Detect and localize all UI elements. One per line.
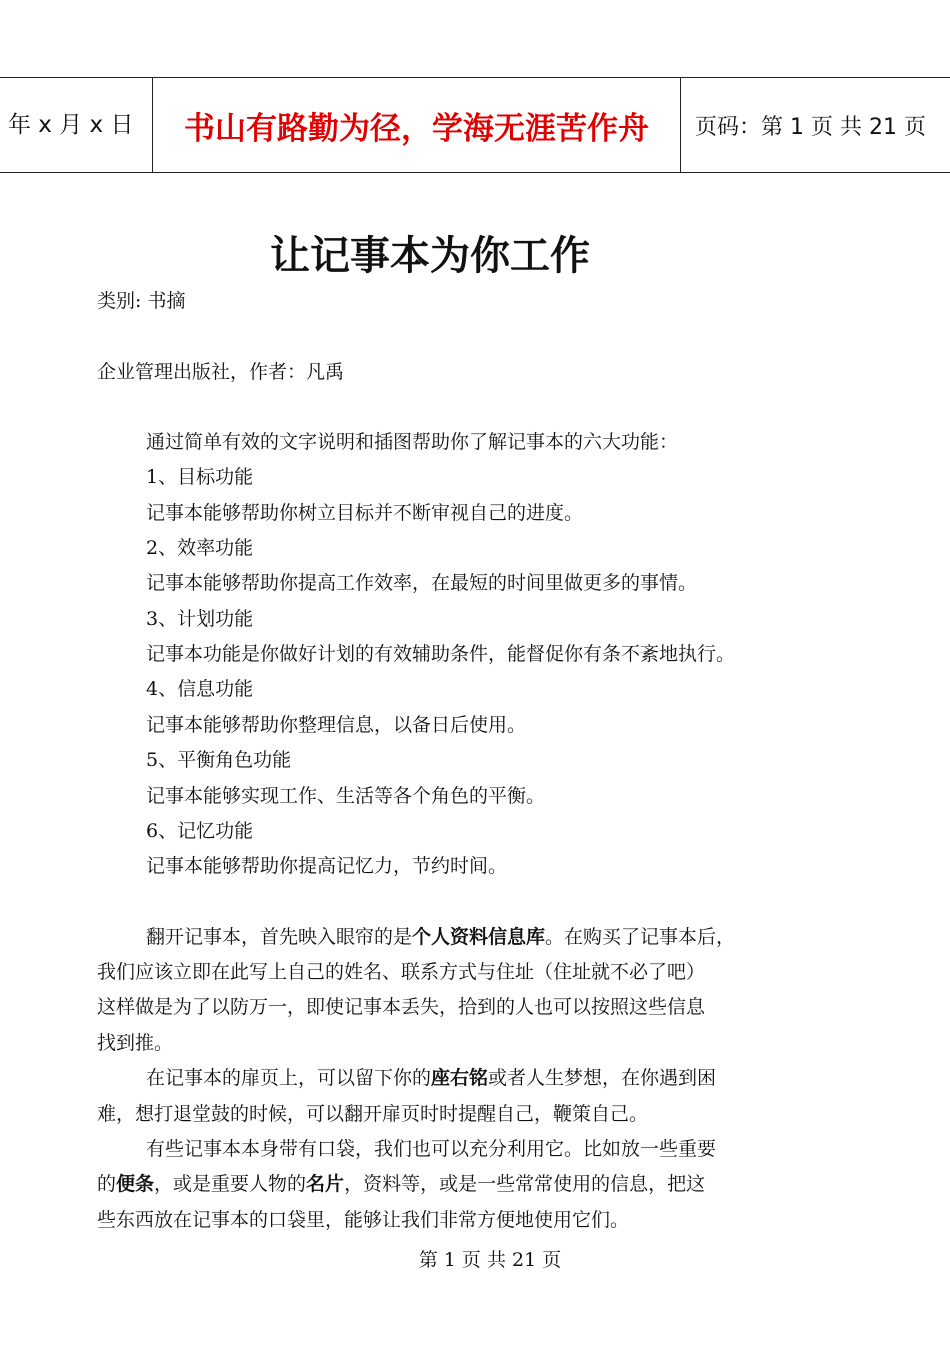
paragraph-3-line-1: 有些记事本本身带有口袋，我们也可以充分利用它。比如放一些重要	[146, 1138, 717, 1160]
p1-text: 翻开记事本，首先映入眼帘的是	[146, 926, 413, 948]
function-desc: 记事本能够帮助你提高记忆力，节约时间。	[146, 855, 508, 877]
p2-text: 在记事本的扉页上，可以留下你的	[146, 1067, 432, 1089]
p2-emphasis: 座右铭	[431, 1067, 489, 1089]
paragraph-1-line-4: 找到推。	[97, 1032, 174, 1054]
p3-text: ，或是重要人物的	[154, 1173, 307, 1195]
function-heading: 4、信息功能	[146, 678, 254, 700]
p3-emphasis: 名片	[306, 1173, 345, 1195]
function-desc: 记事本能够帮助你树立目标并不断审视自己的进度。	[146, 502, 584, 524]
document-title: 让记事本为你工作	[270, 233, 590, 279]
paragraph-1-line-2: 我们应该立即在此写上自己的姓名、联系方式与住址（住址就不必了吧）	[97, 961, 706, 983]
p3-text: 的	[97, 1173, 117, 1195]
function-heading: 5、平衡角色功能	[146, 749, 292, 771]
p2-text: 或者人生梦想，在你遇到困	[488, 1067, 717, 1089]
function-heading: 3、计划功能	[146, 608, 254, 630]
category-line: 类别: 书摘	[97, 290, 186, 312]
page-footer: 第 1 页 共 21 页	[418, 1249, 562, 1271]
paragraph-1-line-3: 这样做是为了以防万一，即使记事本丢失，拾到的人也可以按照这些信息	[97, 996, 706, 1018]
function-desc: 记事本能够帮助你整理信息，以备日后使用。	[146, 714, 527, 736]
paragraph-2-line-2: 难，想打退堂鼓的时候，可以翻开扉页时时提醒自己，鞭策自己。	[97, 1103, 649, 1125]
header-motto: 书山有路勤为径，学海无涯苦作舟	[152, 78, 681, 172]
header-date: 年 x 月 x 日	[8, 112, 134, 138]
p3-text: ，资料等，或是一些常常使用的信息，把这	[344, 1173, 706, 1195]
intro-line: 通过简单有效的文字说明和插图帮助你了解记事本的六大功能：	[146, 431, 679, 453]
paragraph-3-line-2	[97, 1170, 705, 1198]
p3-emphasis: 便条	[116, 1173, 155, 1195]
page-header	[0, 77, 950, 173]
function-desc: 记事本能够帮助你提高工作效率，在最短的时间里做更多的事情。	[146, 572, 698, 594]
paragraph-2-line-1	[146, 1064, 716, 1092]
p1-text: 。在购买了记事本后，	[545, 926, 736, 948]
paragraph-3-line-3: 些东西放在记事本的口袋里，能够让我们非常方便地使用它们。	[97, 1209, 630, 1231]
function-desc: 记事本功能是你做好计划的有效辅助条件，能督促你有条不紊地执行。	[146, 643, 736, 665]
publisher-line: 企业管理出版社，作者：凡禹	[97, 361, 345, 383]
function-heading: 2、效率功能	[146, 537, 254, 559]
function-desc: 记事本能够实现工作、生活等各个角色的平衡。	[146, 785, 546, 807]
p1-emphasis: 个人资料信息库	[412, 926, 546, 948]
function-heading: 1、目标功能	[146, 466, 254, 488]
function-heading: 6、记忆功能	[146, 820, 254, 842]
paragraph-1-line-1	[146, 923, 735, 951]
header-page-number: 页码：第 1 页 共 21 页	[695, 114, 926, 140]
